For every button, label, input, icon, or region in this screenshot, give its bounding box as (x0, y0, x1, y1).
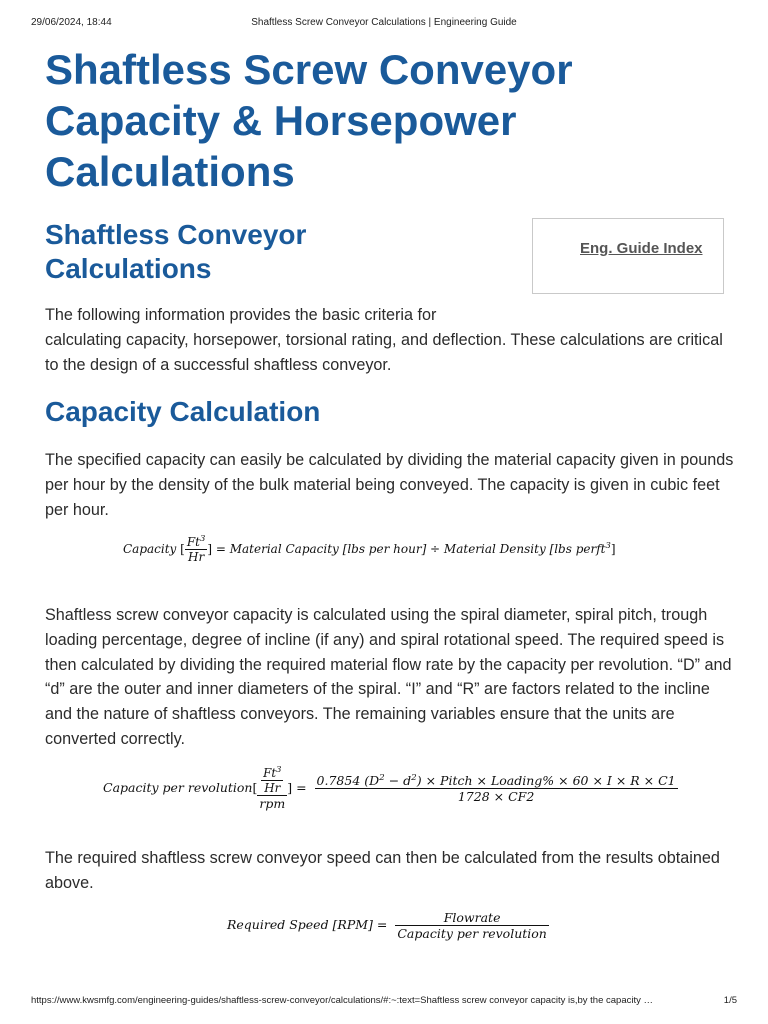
formula2-unit-num-top: Ft (263, 766, 277, 780)
capacity-paragraph: The specified capacity can easily be calculated by dividing the material capacity given in pounds per hour by the density of the bulk material being conveyed. The capacity is given in cubic feet per hour. (45, 451, 734, 519)
formula1-unit-fraction (185, 535, 208, 564)
print-date: 29/06/2024, 18:44 (31, 17, 112, 28)
formula1-rhs-close: ] (610, 542, 616, 556)
print-header (31, 17, 737, 31)
formula1-unit-num: Ft (186, 535, 201, 549)
intro-line-1: The following information provides the basic criteria for (45, 306, 437, 324)
formula2-denominator: 1728 × CF2 (457, 789, 535, 804)
formula1-lhs: Capacity (123, 542, 177, 556)
formula2-num-exp1: 2 (379, 772, 385, 783)
formula3-lhs: Required Speed [RPM] = (227, 917, 388, 932)
formula3-fraction (395, 910, 548, 941)
page-title: Shaftless Screw Conveyor Capacity & Horsepower Calculations (45, 46, 573, 195)
formula2-unit-fraction (257, 766, 287, 811)
formula3-denominator: Capacity per revolution (397, 926, 547, 941)
print-page-number: 1/5 (723, 995, 737, 1006)
formula2-lhs: Capacity per revolution (103, 780, 253, 795)
formula3-numerator: Flowrate (395, 910, 548, 926)
print-footer-url: https://www.kwsmfg.com/engineering-guides/shaftless-screw-conveyor/calculations/#:~:text=Shaftless screw conveyor capacity is,by the capacity … (31, 995, 653, 1006)
formula2-numerator-rest: ) × Pitch × Loading% × 60 × I × R × C1 (416, 773, 676, 788)
formula1-unit-den: Hr (188, 550, 205, 564)
formula2-unit-num-exp: 3 (276, 764, 282, 775)
formula2-num-exp2: 2 (411, 772, 417, 783)
formula1-rhs: = Material Capacity [lbs per hour] ÷ Material Density [lbs perft (215, 542, 606, 556)
print-page-title: Shaftless Screw Conveyor Calculations | Engineering Guide (251, 17, 517, 28)
eng-guide-index-link[interactable]: Eng. Guide Index (580, 240, 703, 257)
guide-index-box (532, 218, 724, 294)
formula1-rhs-exp: 3 (605, 540, 611, 550)
intro-line-rest: calculating capacity, horsepower, torsional rating, and deflection. These calculations are critical to the design of a successful shaftless conveyor. (45, 330, 723, 374)
section-heading-shaftless-calculations: Shaftless Conveyor Calculations (45, 219, 307, 284)
formula2-unit-num-bottom: Hr (264, 781, 281, 795)
section-heading-capacity-calculation: Capacity Calculation (45, 396, 321, 427)
print-footer (31, 995, 737, 1009)
formula2-unit-den: rpm (259, 796, 286, 811)
required-speed-paragraph: The required shaftless screw conveyor speed can then be calculated from the results obtained above. (45, 849, 720, 892)
intro-paragraph (45, 303, 735, 377)
formula2-numerator: 0.7854 (D (316, 773, 380, 788)
formula2-main-fraction (315, 773, 678, 804)
formula2-numerator-mid: − d (384, 773, 412, 788)
shaftless-capacity-paragraph: Shaftless screw conveyor capacity is calculated using the spiral diameter, spiral pitch, trough loading percentage, degree of incline (if any) and spiral rotational speed. The required speed is then calculated by dividing the required material flow rate by the capacity per revolution. “D” and “d” are the outer and inner diameters of the spiral. “I” and “R” are factors related to the incline and the nature of shaftless conveyors. The remaining variables ensure that the units are converted correctly. (45, 606, 732, 748)
formula1-unit-exp: 3 (200, 533, 206, 543)
